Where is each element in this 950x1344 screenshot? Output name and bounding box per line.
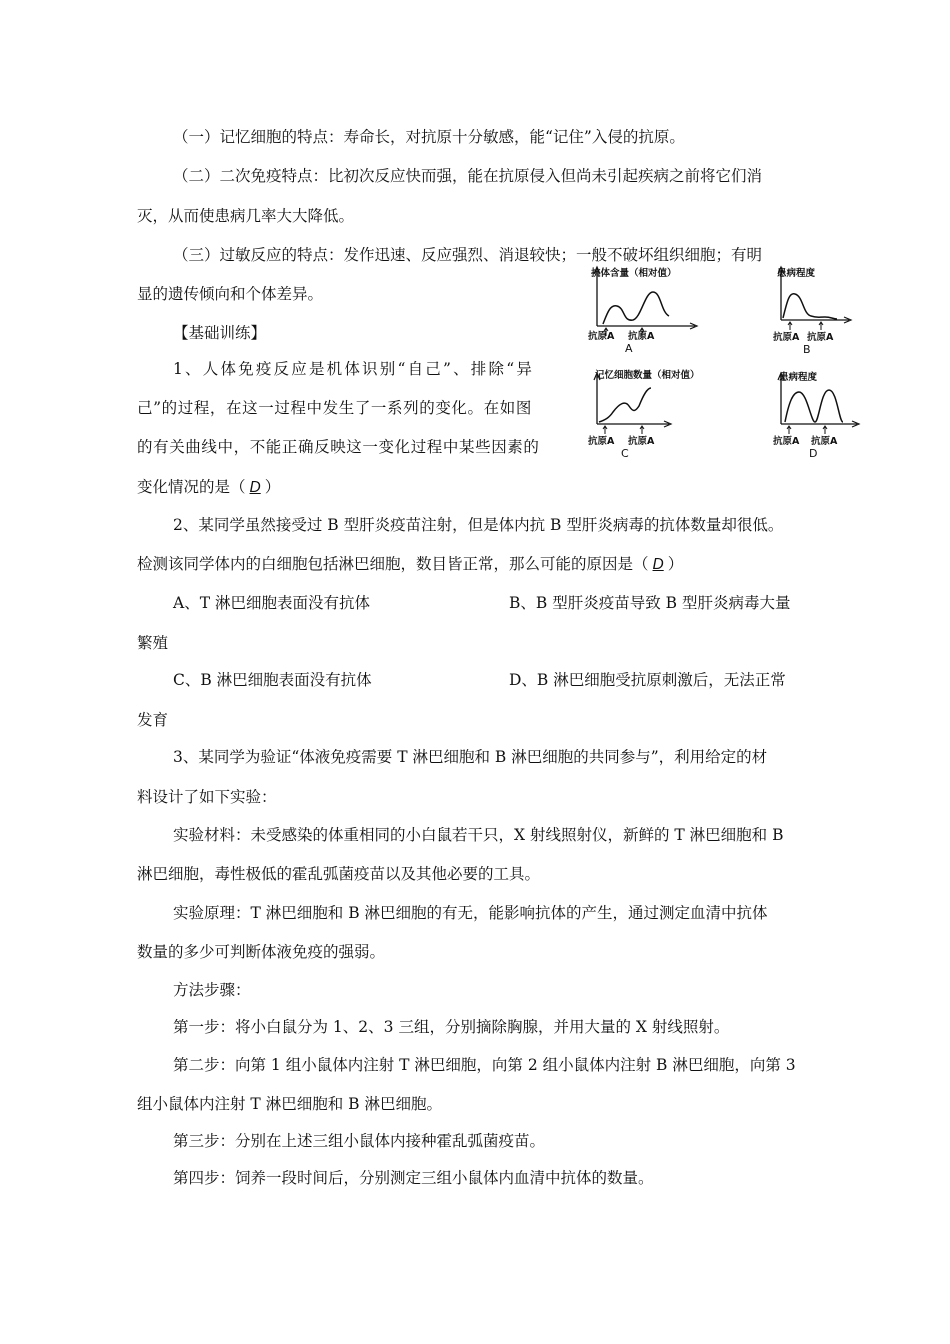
panel-c	[585, 366, 715, 462]
question-2-option-d-cont: 发育	[137, 711, 169, 729]
panel-d	[773, 366, 903, 462]
panel-a-graph	[585, 262, 715, 358]
panel-b-letter: B	[803, 343, 811, 356]
panel-b	[773, 262, 903, 358]
question-2-option-b: B、B 型肝炎疫苗导致 B 型肝炎病毒大量	[509, 594, 791, 612]
question-3-step-2: 第二步：向第 1 组小鼠体内注射 T 淋巴细胞，向第 2 组小鼠体内注射 B 淋巴细胞，向第 3	[173, 1056, 796, 1074]
panel-d-graph	[773, 366, 873, 462]
paragraph-allergy: （三）过敏反应的特点：发作迅速、反应强烈、消退较快；一般不破坏组织细胞；有明	[173, 246, 763, 264]
panel-c-xlabel-2: 抗原A	[628, 436, 655, 447]
panel-c-ylabel: 记忆细胞数量（相对值）	[595, 370, 700, 381]
paragraph-secondary-immunity-cont: 灭，从而使患病几率大大降低。	[137, 207, 355, 225]
question-3-line-1: 3、某同学为验证“体液免疫需要 T 淋巴细胞和 B 淋巴细胞的共同参与”，利用给定的材	[173, 748, 768, 766]
question-3-line-2: 料设计了如下实验：	[137, 788, 277, 806]
panel-a-letter: A	[625, 342, 633, 355]
question-2-close-paren: ）	[667, 555, 684, 573]
question-2-answer: D	[652, 556, 664, 573]
panel-c-letter: C	[621, 447, 629, 460]
question-1-line-4	[137, 477, 280, 498]
panel-d-xlabel-2: 抗原A	[811, 436, 838, 447]
panel-b-ylabel: 患病程度	[777, 268, 816, 279]
paragraph-allergy-cont: 显的遗传倾向和个体差异。	[137, 285, 324, 303]
question-2-option-d: D、B 淋巴细胞受抗原刺激后，无法正常	[509, 671, 786, 689]
question-2-option-a: A、T 淋巴细胞表面没有抗体	[173, 594, 370, 612]
immune-curves-figure	[585, 262, 865, 462]
question-1-stem-tail: 变化情况的是（	[137, 478, 246, 496]
question-1-line-2: 己”的过程，在这一过程中发生了一系列的变化。在如图	[137, 399, 532, 417]
question-1-line-3: 的有关曲线中，不能正确反映这一变化过程中某些因素的	[137, 438, 540, 456]
question-3-materials-cont: 淋巴细胞，毒性极低的霍乱弧菌疫苗以及其他必要的工具。	[137, 865, 541, 883]
question-3-principle-cont: 数量的多少可判断体液免疫的强弱。	[137, 943, 386, 961]
panel-a-xlabel-1: 抗原A	[588, 331, 615, 342]
question-3-principle: 实验原理：T 淋巴细胞和 B 淋巴细胞的有无，能影响抗体的产生，通过测定血清中抗体	[173, 904, 768, 922]
question-1-close-paren: ）	[264, 478, 281, 496]
panel-a-ylabel: 抗体含量（相对值）	[591, 268, 677, 279]
question-1-line-1: 1、人体免疫反应是机体识别“自己”、排除“异	[173, 360, 535, 378]
panel-b-xlabel-1: 抗原A	[773, 332, 800, 343]
question-3-method-heading: 方法步骤：	[173, 981, 251, 999]
paragraph-memory-cell: （一）记忆细胞的特点：寿命长，对抗原十分敏感，能“记住”入侵的抗原。	[173, 128, 685, 146]
paragraph-secondary-immunity: （二）二次免疫特点：比初次反应快而强，能在抗原侵入但尚未引起疾病之前将它们消	[173, 167, 763, 185]
question-2-line-2	[137, 554, 683, 575]
panel-d-ylabel: 患病程度	[779, 372, 818, 383]
panel-d-letter: D	[809, 447, 818, 460]
question-3-step-2-cont: 组小鼠体内注射 T 淋巴细胞和 B 淋巴细胞。	[137, 1095, 442, 1113]
panel-a	[585, 262, 715, 358]
question-2-stem: 检测该同学体内的白细胞包括淋巴细胞，数目皆正常，那么可能的原因是（	[137, 555, 649, 573]
panel-c-graph	[585, 366, 715, 462]
question-3-step-4: 第四步：饲养一段时间后，分别测定三组小鼠体内血清中抗体的数量。	[173, 1169, 654, 1187]
question-3-step-1: 第一步：将小白鼠分为 1、2、3 三组，分别摘除胸腺，并用大量的 X 射线照射。	[173, 1018, 730, 1036]
panel-b-graph	[773, 262, 873, 358]
question-2-option-c: C、B 淋巴细胞表面没有抗体	[173, 671, 372, 689]
panel-c-xlabel-1: 抗原A	[588, 436, 615, 447]
panel-b-xlabel-2: 抗原A	[807, 332, 834, 343]
question-2-option-b-cont: 繁殖	[137, 634, 169, 652]
panel-d-xlabel-1: 抗原A	[773, 436, 800, 447]
question-3-materials: 实验材料：未受感染的体重相同的小白鼠若干只，X 射线照射仪，新鲜的 T 淋巴细胞和 B	[173, 826, 784, 844]
question-3-step-3: 第三步：分别在上述三组小鼠体内接种霍乱弧菌疫苗。	[173, 1132, 546, 1150]
section-heading-basic-training: 【基础训练】	[173, 324, 267, 342]
question-2-line-1: 2、某同学虽然接受过 B 型肝炎疫苗注射，但是体内抗 B 型肝炎病毒的抗体数量却很低。	[173, 516, 784, 534]
question-1-answer: D	[249, 479, 261, 496]
panel-a-xlabel-2: 抗原A	[628, 331, 655, 342]
